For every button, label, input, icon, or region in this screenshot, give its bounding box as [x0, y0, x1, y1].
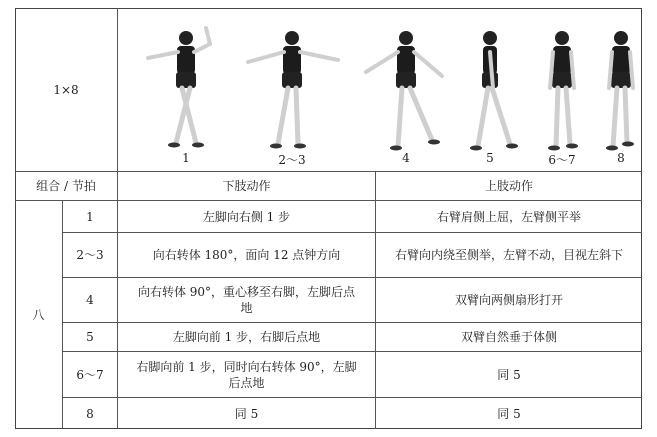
beat-label: 1×8 — [53, 82, 79, 97]
dancer-figure-8 — [606, 31, 634, 151]
upper-cell: 同 5 — [497, 367, 521, 382]
lower-cell: 右脚向前 1 步，同时向右转体 90°，左脚后点地 — [136, 359, 357, 390]
caption-8: 8 — [617, 151, 625, 165]
beat-label-cell — [15, 8, 117, 171]
lower-cell: 向右转体 180°，面向 12 点钟方向 — [152, 248, 341, 262]
col-header-group-beat: 组合 / 节拍 — [36, 179, 96, 193]
dancer-figure-5 — [470, 31, 518, 151]
caption-2-3: 2～3 — [278, 153, 306, 167]
dancer-figure-1 — [148, 28, 210, 148]
col-header-upper: 上肢动作 — [484, 179, 533, 193]
upper-cell: 右臂肩侧上屈，左臂侧平举 — [436, 209, 581, 224]
upper-cell: 双臂向两侧扇形打开 — [454, 293, 563, 307]
lower-cell: 同 5 — [234, 406, 259, 421]
upper-cell: 同 5 — [497, 406, 521, 421]
beat-cell: 1 — [86, 209, 94, 224]
dancer-figure-6-7 — [548, 31, 578, 151]
beat-cell: 8 — [86, 406, 94, 421]
beat-cell: 4 — [86, 293, 94, 307]
lower-cell: 左脚向前 1 步，右脚后点地 — [172, 330, 321, 344]
dancer-figure-2-3 — [248, 31, 338, 149]
beat-cell: 5 — [86, 330, 94, 344]
upper-cell: 双臂自然垂于体侧 — [460, 330, 557, 344]
caption-5: 5 — [486, 151, 494, 165]
group-cell: 八 — [32, 308, 45, 322]
upper-cell: 右臂向内绕至侧举，左臂不动，目视左斜下 — [394, 248, 623, 262]
dancer-figure-4 — [366, 31, 442, 151]
dancer-figures — [118, 8, 642, 171]
choreography-table — [15, 8, 642, 429]
caption-6-7: 6～7 — [548, 153, 576, 167]
beat-cell: 2～3 — [76, 248, 104, 262]
beat-cell: 6～7 — [76, 367, 104, 382]
lower-cell: 向右转体 90°，重心移至右脚，左脚后点地 — [137, 285, 356, 315]
caption-4: 4 — [402, 151, 410, 165]
lower-cell: 左脚向右侧 1 步 — [202, 209, 291, 224]
caption-1: 1 — [182, 151, 190, 165]
col-header-lower: 下肢动作 — [222, 179, 271, 193]
